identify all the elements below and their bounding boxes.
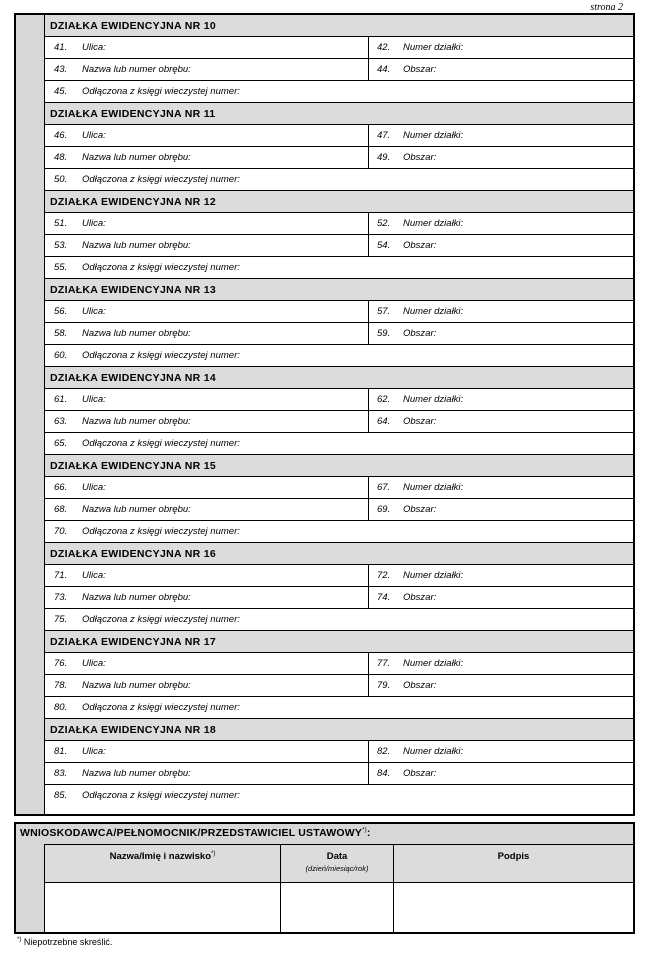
form-row [45, 169, 633, 191]
field-number: 79. [377, 680, 391, 691]
field-label: Obszar: [403, 152, 437, 163]
section-title: DZIAŁKA EWIDENCYJNA NR 17 [45, 631, 633, 653]
form-field[interactable] [45, 411, 369, 432]
form-row [45, 697, 633, 719]
applicant-header-row [45, 845, 633, 883]
field-label: Numer działki: [403, 482, 464, 493]
form-row [45, 147, 633, 169]
field-number: 85. [54, 790, 68, 801]
field-label: Obszar: [403, 504, 437, 515]
field-number: 50. [54, 174, 68, 185]
form-field[interactable] [369, 301, 633, 322]
form-field[interactable] [369, 213, 633, 234]
registry-number-field[interactable] [45, 345, 633, 366]
field-number: 59. [377, 328, 391, 339]
form-row [45, 323, 633, 345]
field-label: Numer działki: [403, 658, 464, 669]
section-title: DZIAŁKA EWIDENCYJNA NR 18 [45, 719, 633, 741]
section-title: DZIAŁKA EWIDENCYJNA NR 13 [45, 279, 633, 301]
form-field[interactable] [45, 59, 369, 80]
field-label: Numer działki: [403, 570, 464, 581]
field-number: 66. [54, 482, 68, 493]
form-row [45, 301, 633, 323]
form-field[interactable] [45, 323, 369, 344]
field-label: Obszar: [403, 416, 437, 427]
form-field[interactable] [369, 125, 633, 146]
field-number: 83. [54, 768, 68, 779]
form-row [45, 499, 633, 521]
field-label: Odłączona z księgi wieczystej numer: [82, 86, 240, 97]
field-number: 48. [54, 152, 68, 163]
form-row [45, 763, 633, 785]
field-number: 52. [377, 218, 391, 229]
form-field[interactable] [45, 565, 369, 586]
parcels-list [44, 15, 633, 814]
form-row [45, 257, 633, 279]
form-row [45, 785, 633, 807]
field-number: 60. [54, 350, 68, 361]
form-row [45, 389, 633, 411]
field-number: 57. [377, 306, 391, 317]
field-label: Ulica: [82, 570, 106, 581]
signature-field[interactable] [394, 883, 633, 934]
signature-column-header: Podpis [497, 851, 530, 862]
field-label: Nazwa lub numer obrębu: [82, 592, 191, 603]
form-field[interactable] [369, 741, 633, 762]
form-field[interactable] [369, 675, 633, 696]
field-label: Obszar: [403, 592, 437, 603]
name-field[interactable] [45, 883, 281, 934]
field-number: 67. [377, 482, 391, 493]
section-title: DZIAŁKA EWIDENCYJNA NR 12 [45, 191, 633, 213]
form-field[interactable] [369, 59, 633, 80]
field-number: 77. [377, 658, 391, 669]
form-row [45, 345, 633, 367]
field-label: Nazwa lub numer obrębu: [82, 240, 191, 251]
form-row [45, 59, 633, 81]
field-label: Ulica: [82, 306, 106, 317]
form-field[interactable] [45, 213, 369, 234]
field-number: 75. [54, 614, 68, 625]
registry-number-field[interactable] [45, 257, 633, 278]
field-label: Numer działki: [403, 218, 464, 229]
field-label: Odłączona z księgi wieczystej numer: [82, 702, 240, 713]
field-label: Obszar: [403, 680, 437, 691]
field-label: Ulica: [82, 130, 106, 141]
form-field[interactable] [369, 499, 633, 520]
form-field[interactable] [45, 389, 369, 410]
field-label: Obszar: [403, 240, 437, 251]
registry-number-field[interactable] [45, 521, 633, 542]
form-field[interactable] [369, 37, 633, 58]
form-field[interactable] [369, 147, 633, 168]
form-field[interactable] [45, 587, 369, 608]
form-field[interactable] [369, 587, 633, 608]
field-number: 74. [377, 592, 391, 603]
form-row [45, 125, 633, 147]
field-label: Nazwa lub numer obrębu: [82, 416, 191, 427]
field-label: Ulica: [82, 394, 106, 405]
section-title: DZIAŁKA EWIDENCYJNA NR 14 [45, 367, 633, 389]
date-field[interactable] [281, 883, 394, 934]
form-field[interactable] [45, 675, 369, 696]
field-number: 82. [377, 746, 391, 757]
form-field[interactable] [45, 235, 369, 256]
field-number: 61. [54, 394, 68, 405]
form-field[interactable] [369, 389, 633, 410]
form-row [45, 81, 633, 103]
field-number: 54. [377, 240, 391, 251]
form-field[interactable] [369, 763, 633, 784]
field-number: 58. [54, 328, 68, 339]
field-label: Numer działki: [403, 394, 464, 405]
field-label: Nazwa lub numer obrębu: [82, 768, 191, 779]
field-number: 81. [54, 746, 68, 757]
section-title: DZIAŁKA EWIDENCYJNA NR 10 [45, 15, 633, 37]
page-label: strona 2 [590, 2, 623, 13]
registry-number-field[interactable] [45, 785, 633, 807]
field-number: 49. [377, 152, 391, 163]
field-label: Ulica: [82, 42, 106, 53]
field-label: Ulica: [82, 218, 106, 229]
applicant-table [44, 844, 633, 932]
field-number: 78. [54, 680, 68, 691]
form-field[interactable] [369, 653, 633, 674]
form-row [45, 433, 633, 455]
form-row [45, 521, 633, 543]
form-field[interactable] [369, 565, 633, 586]
form-field[interactable] [45, 477, 369, 498]
form-field[interactable] [369, 235, 633, 256]
field-label: Odłączona z księgi wieczystej numer: [82, 790, 240, 801]
field-number: 64. [377, 416, 391, 427]
field-label: Nazwa lub numer obrębu: [82, 680, 191, 691]
applicant-block [14, 822, 635, 934]
field-number: 53. [54, 240, 68, 251]
form-row [45, 37, 633, 59]
field-number: 70. [54, 526, 68, 537]
field-label: Odłączona z księgi wieczystej numer: [82, 438, 240, 449]
field-label: Ulica: [82, 746, 106, 757]
field-label: Odłączona z księgi wieczystej numer: [82, 350, 240, 361]
field-label: Obszar: [403, 64, 437, 75]
field-label: Ulica: [82, 658, 106, 669]
field-number: 76. [54, 658, 68, 669]
section-title: DZIAŁKA EWIDENCYJNA NR 15 [45, 455, 633, 477]
applicant-title: WNIOSKODAWCA/PEŁNOMOCNIK/PRZEDSTAWICIEL USTAWOWY*): [20, 827, 371, 839]
field-label: Nazwa lub numer obrębu: [82, 328, 191, 339]
field-label: Obszar: [403, 768, 437, 779]
field-number: 47. [377, 130, 391, 141]
form-field[interactable] [369, 411, 633, 432]
form-row [45, 609, 633, 631]
field-label: Odłączona z księgi wieczystej numer: [82, 262, 240, 273]
form-row [45, 565, 633, 587]
name-column-header: Nazwa/Imię i nazwisko*) [45, 845, 281, 882]
registry-number-field[interactable] [45, 433, 633, 454]
form-row [45, 411, 633, 433]
field-label: Numer działki: [403, 746, 464, 757]
form-row [45, 235, 633, 257]
field-number: 46. [54, 130, 68, 141]
registry-number-field[interactable] [45, 697, 633, 718]
field-number: 69. [377, 504, 391, 515]
form-row [45, 213, 633, 235]
field-label: Numer działki: [403, 306, 464, 317]
registry-number-field[interactable] [45, 609, 633, 630]
field-label: Nazwa lub numer obrębu: [82, 64, 191, 75]
field-number: 65. [54, 438, 68, 449]
field-label: Odłączona z księgi wieczystej numer: [82, 174, 240, 185]
form-field[interactable] [45, 763, 369, 784]
field-label: Ulica: [82, 482, 106, 493]
field-number: 43. [54, 64, 68, 75]
field-label: Numer działki: [403, 42, 464, 53]
form-field[interactable] [45, 741, 369, 762]
field-label: Odłączona z księgi wieczystej numer: [82, 526, 240, 537]
field-number: 51. [54, 218, 68, 229]
form-field[interactable] [369, 477, 633, 498]
field-label: Numer działki: [403, 130, 464, 141]
field-number: 63. [54, 416, 68, 427]
form-field[interactable] [45, 125, 369, 146]
field-number: 56. [54, 306, 68, 317]
field-number: 84. [377, 768, 391, 779]
field-number: 73. [54, 592, 68, 603]
form-field[interactable] [45, 499, 369, 520]
form-row [45, 587, 633, 609]
field-label: Nazwa lub numer obrębu: [82, 152, 191, 163]
field-label: Nazwa lub numer obrębu: [82, 504, 191, 515]
form-field[interactable] [45, 653, 369, 674]
field-number: 42. [377, 42, 391, 53]
form-field[interactable] [45, 147, 369, 168]
field-number: 71. [54, 570, 68, 581]
section-title: DZIAŁKA EWIDENCYJNA NR 16 [45, 543, 633, 565]
form-field[interactable] [369, 323, 633, 344]
footnote: *) Niepotrzebne skreślić. [17, 937, 113, 947]
field-number: 80. [54, 702, 68, 713]
field-number: 45. [54, 86, 68, 97]
field-number: 44. [377, 64, 391, 75]
field-label: Obszar: [403, 328, 437, 339]
field-number: 55. [54, 262, 68, 273]
applicant-entry-row [45, 883, 633, 934]
field-number: 41. [54, 42, 68, 53]
field-number: 68. [54, 504, 68, 515]
form-field[interactable] [45, 37, 369, 58]
form-row [45, 477, 633, 499]
field-label: Odłączona z księgi wieczystej numer: [82, 614, 240, 625]
form-row [45, 653, 633, 675]
field-number: 72. [377, 570, 391, 581]
section-title: DZIAŁKA EWIDENCYJNA NR 11 [45, 103, 633, 125]
form-field[interactable] [45, 301, 369, 322]
form-row [45, 741, 633, 763]
registry-number-field[interactable] [45, 81, 633, 102]
date-column-header: Data (dzień/miesiąc/rok) [281, 845, 394, 882]
parcels-block [14, 13, 635, 816]
form-row [45, 675, 633, 697]
field-number: 62. [377, 394, 391, 405]
registry-number-field[interactable] [45, 169, 633, 190]
